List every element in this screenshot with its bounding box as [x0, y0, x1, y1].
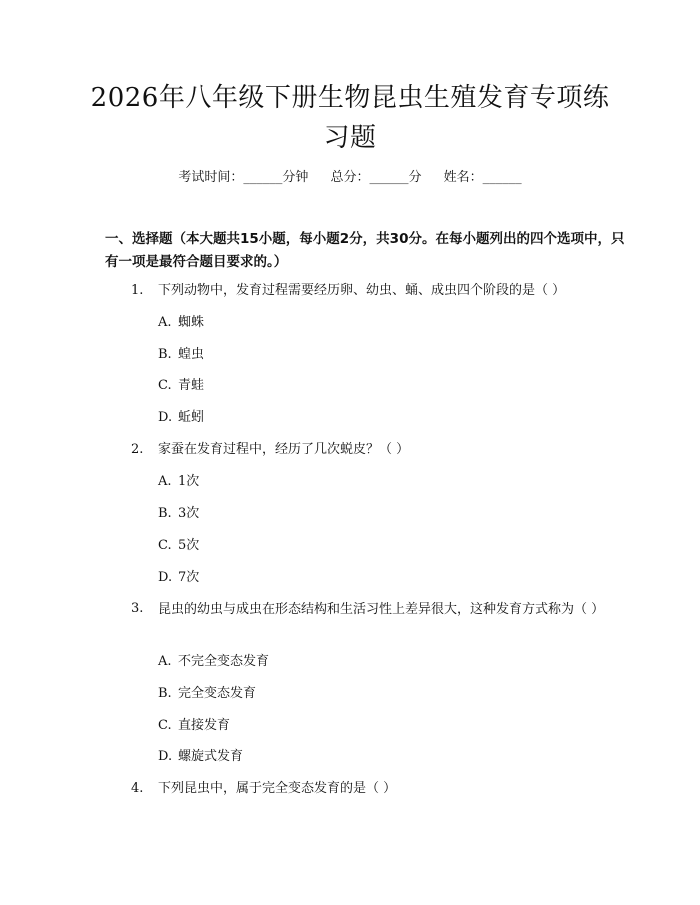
option-b [158, 504, 199, 524]
option-letter: D. [158, 410, 173, 425]
question-number: 3. [131, 601, 144, 616]
question-stem: 家蚕在发育过程中，经历了几次蜕皮？（ ） [158, 442, 410, 457]
option-b [158, 684, 256, 704]
option-letter: C. [158, 718, 172, 733]
option-text: 不完全变态发育 [178, 654, 270, 669]
option-text: 蜘蛛 [178, 315, 205, 330]
option-d [158, 408, 204, 428]
option-c [158, 536, 199, 556]
option-c [158, 376, 204, 396]
document-title: 2026年八年级下册生物昆虫生殖发育专项练习题 [90, 83, 610, 153]
option-letter: A. [158, 654, 172, 669]
option-letter: C. [158, 378, 172, 393]
question-number: 1. [131, 283, 144, 298]
section-heading: 一、选择题（本大题共15小题，每小题2分，共30分。在每小题列出的四个选项中，只有一项是最符合题目要求的。） [105, 231, 625, 270]
option-letter: D. [158, 570, 173, 585]
option-text: 7次 [178, 570, 200, 585]
option-text: 青蛙 [178, 378, 205, 393]
exam-time-field: 考试时间：______分钟 [178, 170, 309, 185]
option-text: 3次 [178, 506, 200, 521]
option-text: 1次 [178, 474, 200, 489]
option-a [158, 313, 204, 333]
total-score-field: 总分：______分 [330, 170, 422, 185]
option-letter: B. [158, 506, 172, 521]
option-text: 螺旋式发育 [178, 749, 244, 764]
option-text: 直接发育 [178, 718, 231, 733]
option-letter: D. [158, 749, 173, 764]
option-letter: A. [158, 315, 172, 330]
option-d [158, 747, 243, 767]
option-letter: B. [158, 686, 172, 701]
question-number: 2. [131, 442, 144, 457]
option-letter: A. [158, 474, 172, 489]
option-text: 完全变态发育 [178, 686, 257, 701]
option-a [158, 472, 199, 492]
exam-info-line [0, 168, 700, 188]
option-letter: C. [158, 538, 172, 553]
option-c [158, 716, 230, 736]
option-d [158, 568, 199, 588]
question-number: 4. [131, 781, 144, 796]
option-b [158, 345, 204, 365]
question-stem: 昆虫的幼虫与成虫在形态结构和生活习性上差异很大，这种发育方式称为（ ） [158, 602, 605, 617]
question-stem: 下列昆虫中，属于完全变态发育的是（ ） [158, 781, 397, 796]
student-name-field: 姓名：______ [443, 170, 522, 185]
option-text: 蝗虫 [178, 347, 205, 362]
question-stem: 下列动物中，发育过程需要经历卵、幼虫、蛹、成虫四个阶段的是（ ） [158, 283, 566, 298]
option-a [158, 652, 269, 672]
option-text: 5次 [178, 538, 200, 553]
option-letter: B. [158, 347, 172, 362]
option-text: 蚯蚓 [178, 410, 205, 425]
